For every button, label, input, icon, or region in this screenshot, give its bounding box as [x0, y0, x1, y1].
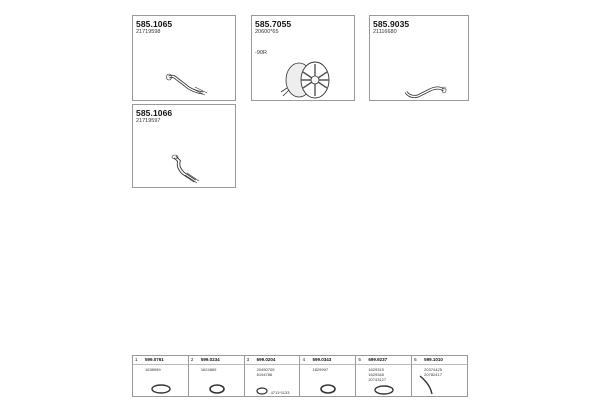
- oe-number: 21719598: [136, 29, 161, 35]
- strap-icon: [416, 374, 436, 396]
- oe-number: 21719597: [136, 118, 161, 124]
- accessories-strip: [132, 355, 468, 397]
- part-number: 585.1065: [136, 19, 173, 29]
- clamp-icon: [149, 383, 173, 395]
- accessory-4[interactable]: 4 599.0343 1629997: [300, 356, 356, 396]
- part-card-585-9035[interactable]: [369, 15, 469, 101]
- part-note: -90R: [255, 50, 267, 56]
- part-card-585-1066[interactable]: [132, 104, 236, 188]
- silencer-icon: [277, 58, 337, 100]
- clamp-icon: [255, 386, 269, 396]
- accessory-part-number: 699.0204: [256, 357, 276, 362]
- accessory-part-number: 599.0343: [312, 357, 332, 362]
- part-card-585-7055[interactable]: [251, 15, 355, 101]
- accessory-3[interactable]: 3 699.0204 20450705 6194786 4711*1133: [245, 356, 301, 396]
- gasket-icon: [372, 384, 396, 396]
- part-card-585-1065[interactable]: [132, 15, 236, 101]
- accessory-part-number: 599.0234: [200, 357, 220, 362]
- part-number: 585.9035: [373, 19, 410, 29]
- exhaust-pipe-icon: [163, 71, 213, 101]
- accessory-1[interactable]: 1 599.0761 1638999: [133, 356, 189, 396]
- accessory-5[interactable]: 5 699.9237 1629315 1629348 20743127: [356, 356, 412, 396]
- oe-number: 20600*65: [255, 29, 279, 35]
- part-number: 585.1066: [136, 108, 173, 118]
- part-number: 585.7055: [255, 19, 292, 29]
- accessory-part-number: 599.1010: [424, 357, 443, 362]
- oe-number: 21116680: [373, 29, 397, 35]
- accessory-2[interactable]: 2 599.0234 1624869: [189, 356, 245, 396]
- accessory-6[interactable]: 6 599.1010 20374425 20782417: [412, 356, 467, 396]
- accessory-part-number: 599.0761: [145, 357, 164, 362]
- exhaust-pipe-icon: [400, 78, 450, 102]
- clamp-icon: [318, 383, 338, 395]
- exhaust-pipe-icon: [167, 153, 207, 187]
- clamp-icon: [207, 383, 227, 395]
- accessory-part-number: 699.9237: [368, 357, 388, 362]
